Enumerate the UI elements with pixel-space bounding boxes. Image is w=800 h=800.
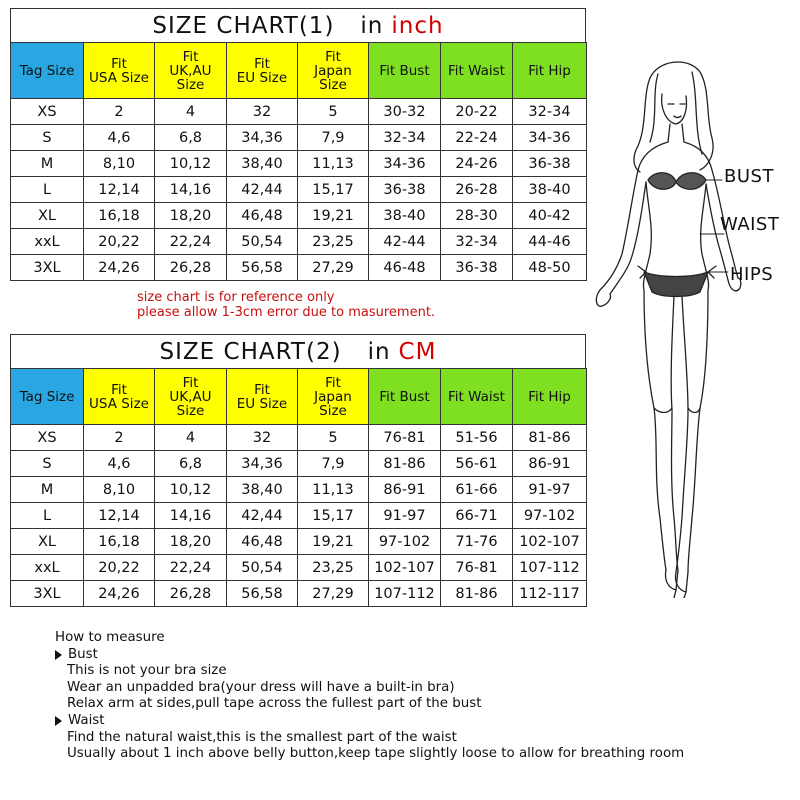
table-cell: 46,48 — [227, 529, 298, 555]
table-cell: 7,9 — [298, 125, 369, 151]
table-cell: 15,17 — [298, 177, 369, 203]
tag-size-cell: XL — [11, 203, 84, 229]
chart-title-in: in — [367, 338, 391, 365]
table-cell: 15,17 — [298, 503, 369, 529]
table-cell: 36-38 — [441, 255, 513, 281]
column-header: Tag Size — [11, 369, 84, 425]
howto-line: Wear an unpadded bra(your dress will have a built-in bra) — [67, 679, 455, 695]
table-cell: 42,44 — [227, 503, 298, 529]
table-cell: 20,22 — [84, 555, 155, 581]
chart-title — [10, 334, 586, 368]
table-cell: 34-36 — [369, 151, 441, 177]
table-cell: 32-34 — [441, 229, 513, 255]
table-cell: 24,26 — [84, 581, 155, 607]
table-cell: 20,22 — [84, 229, 155, 255]
column-header: Fit Waist — [441, 43, 513, 99]
tag-size-cell: L — [11, 177, 84, 203]
table-row — [11, 255, 587, 281]
table-cell: 42,44 — [227, 177, 298, 203]
table-row — [11, 177, 587, 203]
column-header: Fit Waist — [441, 369, 513, 425]
column-header: Fit Bust — [369, 43, 441, 99]
table-cell: 61-66 — [441, 477, 513, 503]
table-cell: 18,20 — [155, 203, 227, 229]
tag-size-cell: L — [11, 503, 84, 529]
table-cell: 38,40 — [227, 477, 298, 503]
table-cell: 40-42 — [513, 203, 587, 229]
hips-label: HIPS — [730, 264, 774, 285]
table-cell: 10,12 — [155, 477, 227, 503]
column-header: Fit Hip — [513, 43, 587, 99]
body-figure-illustration — [588, 58, 800, 598]
table-cell: 34-36 — [513, 125, 587, 151]
table-row — [11, 555, 587, 581]
table-cell: 30-32 — [369, 99, 441, 125]
table-cell: 34,36 — [227, 451, 298, 477]
tag-size-cell: M — [11, 151, 84, 177]
table-cell: 6,8 — [155, 451, 227, 477]
table-row — [11, 581, 587, 607]
table-cell: 2 — [84, 425, 155, 451]
table-cell: 22,24 — [155, 229, 227, 255]
column-header: Fit Bust — [369, 369, 441, 425]
column-header: Fit UK,AU Size — [155, 43, 227, 99]
reference-note — [137, 290, 435, 320]
table-cell: 22-24 — [441, 125, 513, 151]
table-cell: 107-112 — [513, 555, 587, 581]
howto-line: This is not your bra size — [67, 663, 227, 679]
table-row — [11, 151, 587, 177]
table-cell: 24,26 — [84, 255, 155, 281]
table-cell: 102-107 — [369, 555, 441, 581]
tag-size-cell: xxL — [11, 229, 84, 255]
triangle-bullet-icon — [55, 716, 62, 726]
table-cell: 5 — [298, 425, 369, 451]
table-row — [11, 203, 587, 229]
table-cell: 81-86 — [369, 451, 441, 477]
table-cell: 23,25 — [298, 229, 369, 255]
table-cell: 97-102 — [513, 503, 587, 529]
table-cell: 91-97 — [513, 477, 587, 503]
chart-title-main: SIZE CHART(1) — [152, 12, 335, 39]
table-cell: 42-44 — [369, 229, 441, 255]
table-cell: 86-91 — [369, 477, 441, 503]
table-cell: 81-86 — [441, 581, 513, 607]
table-cell: 4 — [155, 99, 227, 125]
table-row — [11, 425, 587, 451]
table-cell: 28-30 — [441, 203, 513, 229]
how-to-measure — [55, 630, 684, 763]
woman-figure-drawing — [588, 58, 800, 598]
table-cell: 27,29 — [298, 255, 369, 281]
table-cell: 4,6 — [84, 451, 155, 477]
table-row — [11, 125, 587, 151]
bust-section-title — [55, 647, 684, 664]
size-table — [10, 42, 587, 281]
table-cell: 19,21 — [298, 529, 369, 555]
chart-title — [10, 8, 586, 42]
table-cell: 18,20 — [155, 529, 227, 555]
howto-heading: How to measure — [55, 630, 165, 645]
table-cell: 76-81 — [441, 555, 513, 581]
bust-title: Bust — [68, 646, 98, 662]
tag-size-cell: M — [11, 477, 84, 503]
table-cell: 36-38 — [369, 177, 441, 203]
column-header: Fit EU Size — [227, 43, 298, 99]
size-table — [10, 368, 587, 607]
table-cell: 71-76 — [441, 529, 513, 555]
tag-size-cell: XS — [11, 425, 84, 451]
table-cell: 56-61 — [441, 451, 513, 477]
table-cell: 56,58 — [227, 581, 298, 607]
table-cell: 10,12 — [155, 151, 227, 177]
table-cell: 50,54 — [227, 229, 298, 255]
header-row — [11, 43, 587, 99]
size-chart-inch — [10, 8, 586, 281]
table-cell: 12,14 — [84, 177, 155, 203]
table-cell: 14,16 — [155, 503, 227, 529]
note-line: please allow 1-3cm error due to masurement. — [137, 305, 436, 320]
column-header: Fit Japan Size — [298, 43, 369, 99]
waist-title: Waist — [68, 712, 105, 728]
column-header: Fit USA Size — [84, 369, 155, 425]
table-cell: 112-117 — [513, 581, 587, 607]
table-row — [11, 229, 587, 255]
table-cell: 32 — [227, 99, 298, 125]
chart-title-main: SIZE CHART(2) — [159, 338, 342, 365]
howto-line: Usually about 1 inch above belly button,keep tape slightly loose to allow for breathing room — [67, 746, 685, 762]
table-row — [11, 477, 587, 503]
table-cell: 32 — [227, 425, 298, 451]
table-row — [11, 99, 587, 125]
tag-size-cell: 3XL — [11, 581, 84, 607]
tag-size-cell: XL — [11, 529, 84, 555]
table-cell: 7,9 — [298, 451, 369, 477]
table-cell: 11,13 — [298, 477, 369, 503]
waist-section-title — [55, 713, 684, 730]
column-header: Fit EU Size — [227, 369, 298, 425]
table-cell: 6,8 — [155, 125, 227, 151]
note-line: size chart is for reference only — [137, 290, 335, 305]
column-header: Tag Size — [11, 43, 84, 99]
table-cell: 4 — [155, 425, 227, 451]
table-cell: 20-22 — [441, 99, 513, 125]
size-chart-cm — [10, 334, 586, 607]
table-cell: 38-40 — [369, 203, 441, 229]
table-cell: 16,18 — [84, 529, 155, 555]
table-cell: 26-28 — [441, 177, 513, 203]
tag-size-cell: XS — [11, 99, 84, 125]
table-cell: 19,21 — [298, 203, 369, 229]
table-cell: 97-102 — [369, 529, 441, 555]
table-cell: 91-97 — [369, 503, 441, 529]
column-header: Fit USA Size — [84, 43, 155, 99]
howto-line: Find the natural waist,this is the smallest part of the waist — [67, 729, 457, 745]
table-cell: 8,10 — [84, 151, 155, 177]
table-cell: 27,29 — [298, 581, 369, 607]
waist-label: WAIST — [720, 214, 780, 235]
table-cell: 32-34 — [369, 125, 441, 151]
table-cell: 81-86 — [513, 425, 587, 451]
table-cell: 50,54 — [227, 555, 298, 581]
triangle-bullet-icon — [55, 650, 62, 660]
tag-size-cell: S — [11, 125, 84, 151]
table-cell: 12,14 — [84, 503, 155, 529]
table-cell: 76-81 — [369, 425, 441, 451]
chart-title-unit: CM — [398, 338, 437, 365]
howto-line: Relax arm at sides,pull tape across the fullest part of the bust — [67, 696, 482, 712]
table-cell: 11,13 — [298, 151, 369, 177]
column-header: Fit Japan Size — [298, 369, 369, 425]
table-cell: 16,18 — [84, 203, 155, 229]
table-cell: 36-38 — [513, 151, 587, 177]
table-cell: 2 — [84, 99, 155, 125]
table-cell: 23,25 — [298, 555, 369, 581]
table-cell: 26,28 — [155, 581, 227, 607]
column-header: Fit UK,AU Size — [155, 369, 227, 425]
table-cell: 44-46 — [513, 229, 587, 255]
table-cell: 22,24 — [155, 555, 227, 581]
table-cell: 107-112 — [369, 581, 441, 607]
header-row — [11, 369, 587, 425]
tag-size-cell: 3XL — [11, 255, 84, 281]
table-cell: 32-34 — [513, 99, 587, 125]
tag-size-cell: xxL — [11, 555, 84, 581]
chart-title-unit: inch — [391, 12, 444, 39]
tag-size-cell: S — [11, 451, 84, 477]
table-row — [11, 503, 587, 529]
table-row — [11, 529, 587, 555]
table-cell: 5 — [298, 99, 369, 125]
column-header: Fit Hip — [513, 369, 587, 425]
table-cell: 26,28 — [155, 255, 227, 281]
bust-label: BUST — [724, 166, 774, 187]
table-cell: 38-40 — [513, 177, 587, 203]
table-cell: 86-91 — [513, 451, 587, 477]
table-cell: 46-48 — [369, 255, 441, 281]
table-cell: 4,6 — [84, 125, 155, 151]
table-cell: 34,36 — [227, 125, 298, 151]
table-cell: 38,40 — [227, 151, 298, 177]
table-row — [11, 451, 587, 477]
table-cell: 46,48 — [227, 203, 298, 229]
table-cell: 8,10 — [84, 477, 155, 503]
table-cell: 24-26 — [441, 151, 513, 177]
table-cell: 51-56 — [441, 425, 513, 451]
chart-title-in: in — [360, 12, 384, 39]
table-cell: 102-107 — [513, 529, 587, 555]
table-cell: 66-71 — [441, 503, 513, 529]
table-cell: 48-50 — [513, 255, 587, 281]
table-cell: 14,16 — [155, 177, 227, 203]
table-cell: 56,58 — [227, 255, 298, 281]
